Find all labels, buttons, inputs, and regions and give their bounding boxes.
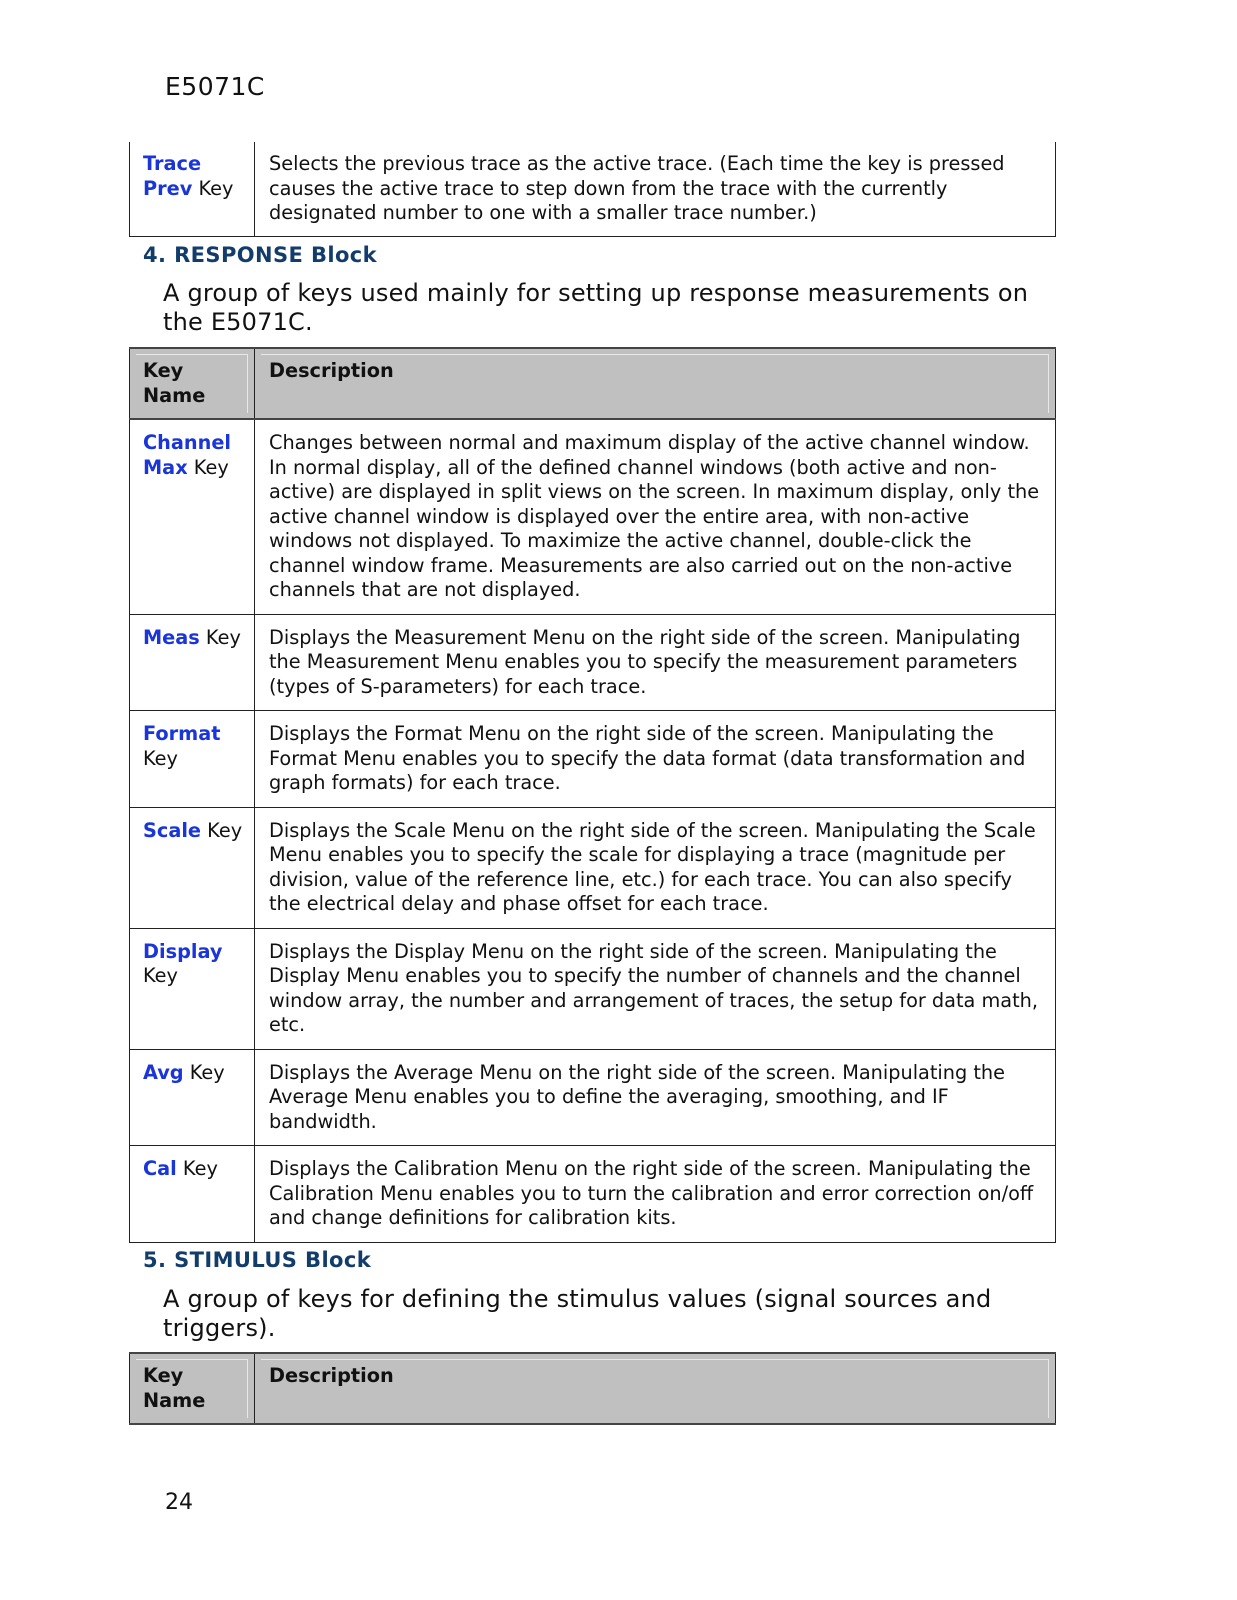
table-row bbox=[130, 1049, 1056, 1146]
key-name-bold: Max bbox=[143, 455, 188, 479]
key-name-suffix: Key bbox=[143, 964, 178, 987]
key-table-continued bbox=[129, 142, 1056, 237]
section-title-stimulus: 5. STIMULUS Block bbox=[143, 1248, 372, 1272]
key-name-cell bbox=[130, 928, 255, 1049]
table-row bbox=[130, 711, 1056, 808]
key-name-bold: Format bbox=[143, 722, 221, 745]
table-header-row bbox=[130, 1353, 1056, 1424]
key-name-bold: Prev bbox=[143, 176, 193, 200]
table-row bbox=[130, 807, 1056, 928]
page-number: 24 bbox=[165, 1490, 193, 1515]
key-name-suffix: Key bbox=[143, 746, 178, 770]
key-name-suffix: Key bbox=[193, 455, 229, 479]
section-intro-stimulus: A group of keys for defining the stimulus values (signal sources and triggers). bbox=[163, 1285, 992, 1342]
section-intro-response: A group of keys used mainly for setting up response measurements on the E5071C. bbox=[163, 279, 1029, 336]
key-description: Changes between normal and maximum display of the active channel window. In normal display, all of the defined channel windows (both active and non-active) are displayed in split views on the screen. In maximum display, only the active channel window is displayed over the entire area, with non-active windows not displayed. To maximize the active channel, double-click the channel window frame. Measurements are also carried out on the non-active channels that are not displayed. bbox=[255, 419, 1056, 614]
key-name-cell bbox=[130, 711, 255, 808]
key-description: Displays the Calibration Menu on the right side of the screen. Manipulating the Calibration Menu enables you to turn the calibration and error correction on/off and change definitions for calibration kits. bbox=[255, 1146, 1056, 1243]
table-header-row bbox=[130, 348, 1056, 419]
header-description: Description bbox=[255, 348, 1056, 419]
key-name-suffix: Key bbox=[205, 625, 241, 649]
key-description: Displays the Scale Menu on the right side of the screen. Manipulating the Scale Menu enables you to specify the scale for displaying a trace (magnitude per division, value of the reference line, etc.) for each trace. You can also specify the electrical delay and phase offset for each trace. bbox=[255, 807, 1056, 928]
key-description: Displays the Format Menu on the right side of the screen. Manipulating the Format Menu enables you to specify the data format (data transformation and graph formats) for each trace. bbox=[255, 711, 1056, 808]
key-name-bold: Trace bbox=[143, 152, 202, 175]
key-name-cell bbox=[130, 1146, 255, 1243]
key-name-bold: Display bbox=[143, 939, 223, 963]
key-name-bold: Scale bbox=[143, 818, 202, 842]
table-row bbox=[130, 928, 1056, 1049]
response-key-table bbox=[129, 347, 1056, 1243]
key-description: Displays the Average Menu on the right side of the screen. Manipulating the Average Menu enables you to define the averaging, smoothing, and IF bandwidth. bbox=[255, 1049, 1056, 1146]
table-row bbox=[130, 419, 1056, 614]
key-name-cell bbox=[130, 1049, 255, 1146]
table-row bbox=[130, 142, 1056, 236]
key-name-bold: Avg bbox=[143, 1060, 184, 1084]
key-name-bold: Meas bbox=[143, 625, 200, 649]
key-name-cell bbox=[130, 807, 255, 928]
header-key-name: Key Name bbox=[130, 348, 255, 419]
key-description: Displays the Measurement Menu on the right side of the screen. Manipulating the Measurement Menu enables you to specify the measurement parameters (types of S-parameters) for each trace. bbox=[255, 614, 1056, 711]
header-key-name: Key Name bbox=[130, 1353, 255, 1424]
key-description: Selects the previous trace as the active trace. (Each time the key is pressed causes the active trace to step down from the trace with the currently designated number to one with a smaller trace number.) bbox=[255, 142, 1056, 236]
page-header-model: E5071C bbox=[165, 72, 265, 101]
table-row bbox=[130, 1146, 1056, 1243]
key-name-bold: Cal bbox=[143, 1157, 177, 1180]
key-name-suffix: Key bbox=[182, 1157, 218, 1180]
key-description: Displays the Display Menu on the right side of the screen. Manipulating the Display Menu enables you to specify the number of channels and the channel window array, the number and arrangement of traces, the setup for data math, etc. bbox=[255, 928, 1056, 1049]
header-description: Description bbox=[255, 1353, 1056, 1424]
key-name-bold: Channel bbox=[143, 431, 232, 454]
key-name-suffix: Key bbox=[198, 176, 234, 200]
section-title-response: 4. RESPONSE Block bbox=[143, 243, 377, 267]
key-name-cell bbox=[130, 419, 255, 614]
table-row bbox=[130, 614, 1056, 711]
key-name-cell bbox=[130, 614, 255, 711]
key-name-suffix: Key bbox=[189, 1060, 225, 1084]
key-name-cell bbox=[130, 142, 255, 236]
stimulus-key-table bbox=[129, 1352, 1056, 1425]
key-name-suffix: Key bbox=[207, 818, 243, 842]
